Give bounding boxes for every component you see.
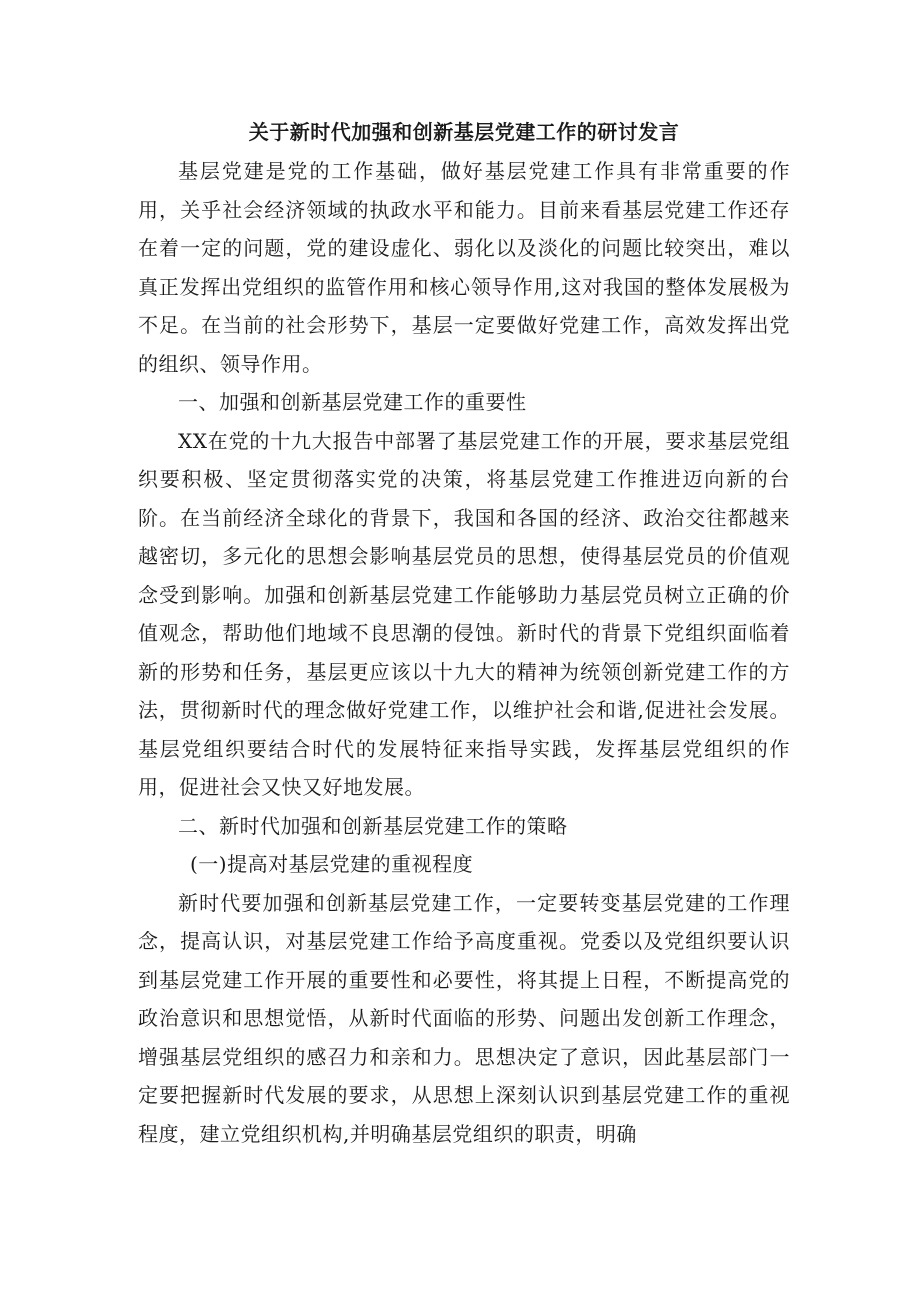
section-2-sub-1-paragraph: 新时代要加强和创新基层党建工作，一定要转变基层党建的工作理念，提高认识，对基层党建工作给予高度重视。党委以及党组织要认识到基层党建工作开展的重要性和必要性，将其提上日程，不断提高党的政治意识和思想觉悟，从新时代面临的形势、问题出发创新工作理念，增强基层党组织的感召力和亲和力。思想决定了意识，因此基层部门一定要把握新时代发展的要求，从思想上深刻认识到基层党建工作的重视程度，建立党组织机构,并明确基层党组织的职责，明确 — [138, 890, 790, 1146]
section-1-paragraph: XX在党的十九大报告中部署了基层党建工作的开展，要求基层党组织要积极、坚定贯彻落实党的决策，将基层党建工作推进迈向新的台阶。在当前经济全球化的背景下，我国和各国的经济、政治交往都越来越密切，多元化的思想会影响基层党员的思想，使得基层党员的价值观念受到影响。加强和创新基层党建工作能够助力基层党员树立正确的价值观念，帮助他们地域不良思潮的侵蚀。新时代的背景下党组织面临着新的形势和任务，基层更应该以十九大的精神为统领创新党建工作的方法，贯彻新时代的理念做好党建工作，以维护社会和谐,促进社会发展。基层党组织要结合时代的发展特征来指导实践，发挥基层党组织的作用，促进社会又快又好地发展。 — [138, 428, 790, 799]
section-2-subheading-1: (一)提高对基层党建的重视程度 — [190, 852, 474, 876]
section-2-heading: 二、新时代加强和创新基层党建工作的策略 — [178, 813, 568, 838]
section-1-heading: 一、加强和创新基层党建工作的重要性 — [178, 390, 527, 414]
document-title: 关于新时代加强和创新基层党建工作的研讨发言 — [248, 120, 680, 144]
document-page — [138, 112, 790, 1153]
intro-paragraph: 基层党建是党的工作基础，做好基层党建工作具有非常重要的作用，关乎社会经济领域的执政水平和能力。目前来看基层党建工作还存在着一定的问题，党的建设虚化、弱化以及淡化的问题比较突出，难以真正发挥出党组织的监管作用和核心领导作用,这对我国的整体发展极为不足。在当前的社会形势下，基层一定要做好党建工作，高效发挥出党的组织、领导作用。 — [138, 159, 790, 376]
